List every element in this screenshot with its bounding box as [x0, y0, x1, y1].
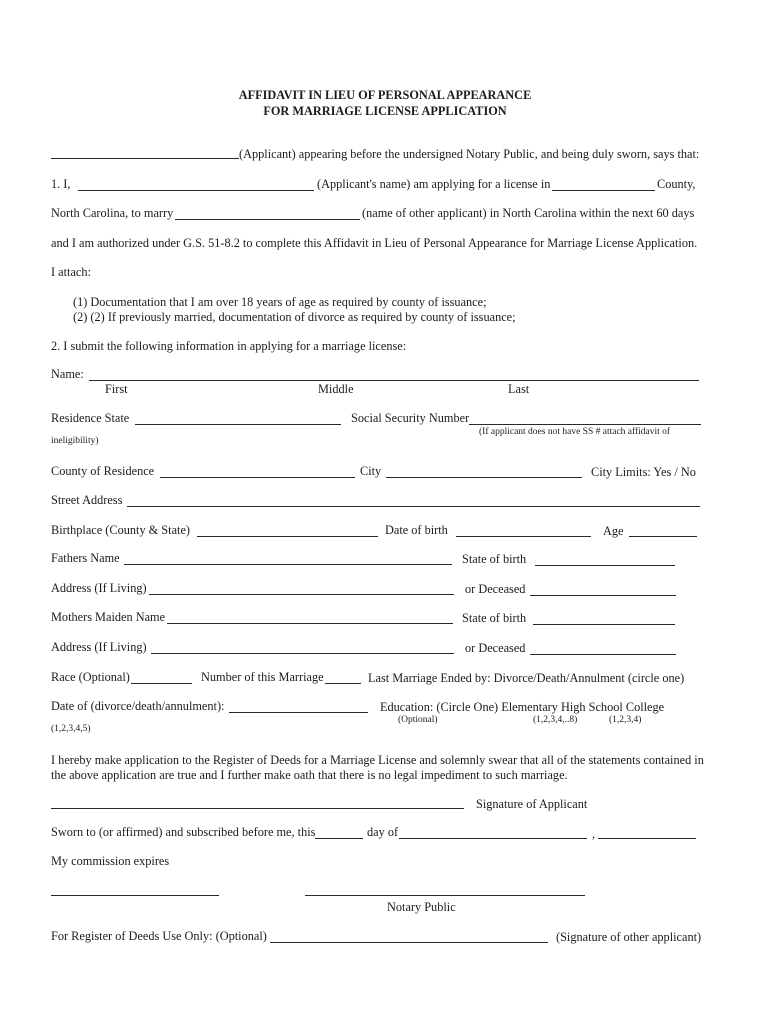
state-of-birth-label-1: State of birth	[462, 552, 527, 566]
document-title-line-1: AFFIDAVIT IN LIEU OF PERSONAL APPEARANCE	[238, 88, 532, 102]
number-of-marriage-label: Number of this Marriage	[201, 670, 324, 684]
applicant-blank[interactable]	[51, 158, 239, 159]
mothers-maiden-name-blank[interactable]	[167, 623, 453, 624]
city-label: City	[360, 464, 382, 478]
city-blank[interactable]	[386, 477, 582, 478]
nc-marry-text: North Carolina, to marry	[51, 206, 174, 220]
oath-line-1: I hereby make application to the Register of Deeds for a Marriage License and solemnly swear that all of the statements contained in	[51, 753, 704, 767]
city-limits-label: City Limits: Yes / No	[591, 465, 696, 479]
signature-of-other-applicant-label: (Signature of other applicant)	[556, 930, 702, 944]
number-of-marriage-blank[interactable]	[325, 683, 361, 684]
applicant-signature-blank[interactable]	[51, 808, 464, 809]
father-state-of-birth-blank[interactable]	[535, 565, 675, 566]
education-label: Education: (Circle One) Elementary High School College	[380, 700, 665, 714]
father-address-blank[interactable]	[149, 594, 454, 595]
fathers-name-blank[interactable]	[124, 564, 452, 565]
name-label: Name:	[51, 367, 84, 381]
county-of-residence-blank[interactable]	[160, 477, 355, 478]
or-deceased-label-1: or Deceased	[465, 582, 526, 596]
other-applicant-signature-blank[interactable]	[270, 942, 548, 943]
mother-state-of-birth-blank[interactable]	[533, 624, 675, 625]
sworn-month-blank[interactable]	[399, 838, 587, 839]
father-address-label: Address (If Living)	[51, 581, 147, 595]
state-of-birth-label-2: State of birth	[462, 611, 527, 625]
item-1-prefix: 1. I,	[51, 177, 71, 191]
race-label: Race (Optional)	[51, 670, 130, 684]
notary-public-label: Notary Public	[387, 900, 456, 914]
other-applicant-text: (name of other applicant) in North Carolina within the next 60 days	[362, 206, 695, 220]
attach-item-2: (2) (2) If previously married, documentation of divorce as required by county of issuance;	[73, 310, 516, 324]
ssn-note: (If applicant does not have SS # attach affidavit of	[479, 427, 671, 437]
date-of-divorce-blank[interactable]	[229, 712, 368, 713]
my-commission-label: My commission expires	[51, 854, 170, 868]
oath-line-2: the above application are true and I further make oath that there is no legal impediment to such marriage.	[51, 768, 568, 782]
sworn-day-blank[interactable]	[315, 838, 363, 839]
date-of-birth-blank[interactable]	[456, 536, 591, 537]
sworn-year-blank[interactable]	[598, 838, 696, 839]
fathers-name-label: Fathers Name	[51, 551, 120, 565]
document-title-line-2: FOR MARRIAGE LICENSE APPLICATION	[263, 104, 507, 118]
attach-item-1: (1) Documentation that I am over 18 years of age as required by county of issuance;	[73, 295, 487, 309]
age-blank[interactable]	[629, 536, 697, 537]
applicant-name-blank[interactable]	[78, 190, 314, 191]
residence-state-label: Residence State	[51, 411, 130, 425]
date-of-divorce-label: Date of (divorce/death/annulment):	[51, 699, 225, 713]
street-address-label: Street Address	[51, 493, 123, 507]
commission-expires-blank[interactable]	[51, 895, 219, 896]
register-of-deeds-label: For Register of Deeds Use Only: (Optional)	[51, 929, 267, 943]
i-attach-text: I attach:	[51, 265, 91, 279]
elementary-grades: (1,2,3,4,..8)	[533, 715, 578, 725]
submit-text: 2. I submit the following information in applying for a marriage license:	[51, 339, 407, 353]
ssn-blank[interactable]	[469, 424, 701, 425]
applicant-name-text: (Applicant's name) am applying for a license in	[317, 177, 551, 191]
date-of-birth-label: Date of birth	[385, 523, 448, 537]
ineligibility-note: ineligibility)	[51, 436, 99, 446]
county-of-residence-label: County of Residence	[51, 464, 155, 478]
notary-signature-blank[interactable]	[305, 895, 585, 896]
mother-address-label: Address (If Living)	[51, 640, 147, 654]
last-label: Last	[508, 382, 530, 396]
applicant-text: (Applicant) appearing before the undersigned Notary Public, and being duly sworn, says that:	[239, 147, 700, 161]
first-label: First	[105, 382, 128, 396]
signature-of-applicant-label: Signature of Applicant	[476, 797, 588, 811]
ssn-label: Social Security Number	[351, 411, 470, 425]
optional-note: (Optional)	[398, 715, 438, 725]
county-text: County,	[657, 177, 696, 191]
comma-separator: ,	[592, 827, 596, 841]
residence-state-blank[interactable]	[135, 424, 341, 425]
race-blank[interactable]	[131, 683, 192, 684]
mothers-maiden-name-label: Mothers Maiden Name	[51, 610, 166, 624]
mother-deceased-blank[interactable]	[530, 654, 676, 655]
name-blank[interactable]	[89, 380, 699, 381]
day-of-label: day of	[367, 825, 399, 839]
high-school-grades: (1,2,3,4)	[609, 715, 642, 725]
sworn-text: Sworn to (or affirmed) and subscribed before me, this	[51, 825, 316, 839]
mother-address-blank[interactable]	[151, 653, 454, 654]
birthplace-label: Birthplace (County & State)	[51, 523, 190, 537]
or-deceased-label-2: or Deceased	[465, 641, 526, 655]
middle-label: Middle	[318, 382, 354, 396]
authorized-text: and I am authorized under G.S. 51-8.2 to complete this Affidavit in Lieu of Personal Appearance for Marriage License Application.	[51, 236, 698, 250]
age-label: Age	[603, 524, 624, 538]
father-deceased-blank[interactable]	[530, 595, 676, 596]
college-grades: (1,2,3,4,5)	[51, 724, 91, 734]
other-applicant-blank[interactable]	[175, 219, 360, 220]
last-marriage-ended-label: Last Marriage Ended by: Divorce/Death/Annulment (circle one)	[368, 671, 685, 685]
birthplace-blank[interactable]	[197, 536, 378, 537]
county-blank[interactable]	[552, 190, 655, 191]
street-address-blank[interactable]	[127, 506, 700, 507]
